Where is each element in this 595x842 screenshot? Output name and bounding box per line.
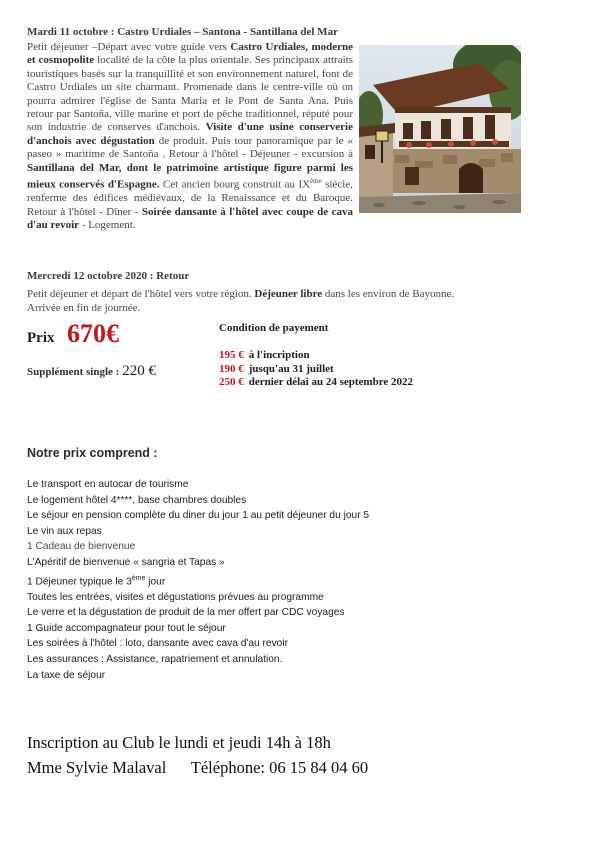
list-item: Le transport en autocar de tourisme (27, 479, 189, 490)
list-item-tail: jour (145, 575, 166, 587)
day2-text-2: dans les environ de Bayonne. (322, 288, 455, 300)
list-item: Le vin aux repas (27, 525, 102, 537)
payment-list (219, 349, 413, 390)
day1-bold-visite: Visite d'une usine conserverie d'anchois avec dégustation (27, 121, 353, 147)
list-item: Le verre et la dégustation de produit de la mer offert par CDC voyages (27, 607, 345, 619)
day1-text-1: Petit déjeuner –Départ avec votre guide vers (27, 41, 231, 53)
day1-paragraph (27, 41, 521, 232)
includes-list (27, 477, 369, 683)
list-item: 1 Guide accompagnateur pour tout le séjour (27, 622, 226, 634)
supplement-label: Supplément single : (27, 366, 120, 378)
payment-item (219, 376, 413, 390)
day1-text-4a: Cet ancien bourg construit au IX (159, 178, 311, 191)
registration-info: Inscription au Club le lundi et jeudi 14h à 18h (27, 733, 331, 752)
payment-text: dernier délai au 24 septembre 2022 (248, 376, 414, 388)
supplement-single (27, 363, 156, 380)
day1-text-3: de produit. Puis tour panoramique par le « paseo » maritime de Santoña . Retour à l'hôtel - Déjeuner - excursion à (27, 134, 353, 161)
day1-text-2: localité de la côte la plus orientale. Ses principaux attraits touristiques basés sur la tranquillité et son environnement naturel, font de Castro Urdiales un site charmant. Promenade dans le centre-ville où on pourra admirer l'église de Santa Maria et le Pont de Santa Ana. Puis retour par Santoña, ville marine et port de pêche traditionnel, réputé pour son industrie de conserves d'anchois. (27, 54, 353, 134)
list-item: Le séjour en pension complète du diner du jour 1 au petit déjeuner du jour 5 (27, 510, 370, 522)
day1-superscript: ème (310, 177, 322, 186)
day1-heading: Mardi 11 octobre : Castro Urdiales – Santona - Santillana del Mar (27, 26, 338, 38)
list-item-text: 1 Déjeuner typique le 3 (27, 575, 132, 587)
payment-amount: 250 € (219, 376, 244, 388)
santillana-village-photo (359, 45, 521, 213)
payment-amount: 195 € (219, 349, 244, 361)
day1-bold-santillana: Santillana del Mar, dont le patrimoine artistique figure parmi les mieux conservés d'Espagne. (27, 161, 353, 191)
contact-info: Mme Sylvie Malaval Téléphone: 06 15 84 04 60 (27, 758, 369, 777)
payment-item (219, 363, 413, 377)
day1-text-5: - Logement. (79, 218, 136, 231)
list-item: L'Apéritif de bienvenue « sangria et Tapas » (27, 556, 225, 568)
payment-title: Condition de payement (219, 322, 329, 334)
payment-text: à l'incription (248, 349, 310, 361)
list-item: Les soirées à l'hôtel : loto, dansante avec cava d'au revoir (27, 638, 288, 650)
day2-text-1: Petit déjeuner et départ de l'hôtel vers votre région. (27, 288, 255, 300)
day2-bold-dejeuner: Déjeuner libre (254, 288, 323, 300)
list-item: Le logement hôtel 4****, base chambres doubles (27, 494, 247, 506)
payment-text: jusqu'au 31 juillet (248, 362, 334, 375)
includes-title: Notre prix comprend : (27, 446, 158, 460)
day1-bold-soiree: Soirée dansante à l'hôtel avec coupe de cava d'au revoir (27, 205, 353, 231)
list-item-superscript: ème (131, 574, 146, 582)
price-label: Prix (27, 330, 55, 346)
day2-heading: Mercredi 12 octobre 2020 : Retour (27, 270, 190, 282)
list-item: Les assurances : Assistance, rapatriement et annulation. (27, 653, 283, 665)
list-item: Toutes les entrées, visites et dégustations prévues au programme (27, 591, 324, 603)
list-item: 1 Cadeau de bienvenue (27, 541, 136, 553)
list-item: La taxe de séjour (27, 669, 106, 681)
price-value: 670€ (67, 319, 119, 348)
supplement-value: 220 € (122, 363, 157, 379)
day1-text-4b: siècle, renferme des édifices médiévaux, de la Renaissance et du Baroque. Retour à l'hôtel - Dîner - (27, 178, 353, 218)
list-item (27, 571, 369, 590)
day1-bold-castro: Castro Urdiales, moderne et cosmopolite (27, 41, 353, 67)
day2-paragraph (27, 287, 521, 315)
payment-amount: 190 € (219, 362, 244, 375)
day2-text-3: Arrivée en fin de journée. (27, 302, 141, 314)
payment-item (219, 349, 413, 363)
